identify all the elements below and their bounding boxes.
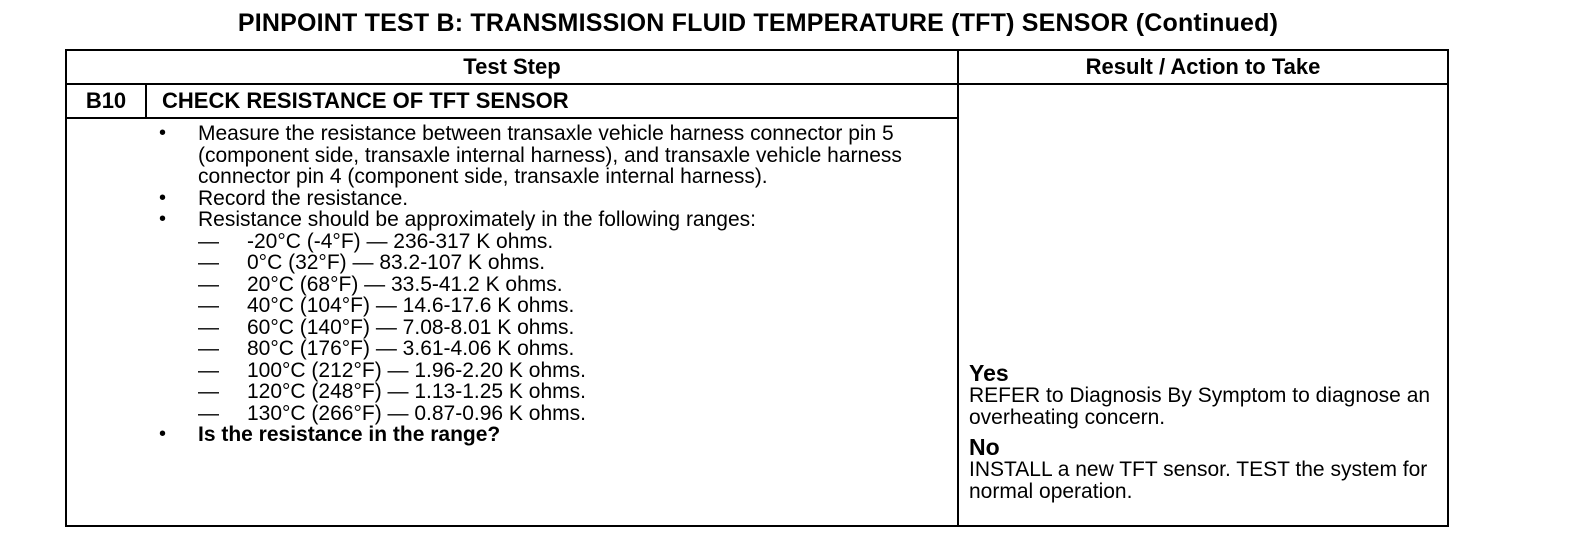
resistance-range-item — [67, 317, 957, 339]
instruction-bullet — [67, 188, 957, 210]
bullet-dot-icon: • — [159, 423, 167, 445]
dash-icon: — — [198, 337, 219, 360]
resistance-range-text: 40°C (104°F) — 14.6-17.6 K ohms. — [247, 294, 575, 317]
question-bullet — [67, 424, 957, 446]
step-title: CHECK RESISTANCE OF TFT SENSOR — [162, 88, 569, 113]
resistance-range-item — [67, 403, 957, 425]
step-row — [67, 85, 957, 119]
dash-icon: — — [198, 294, 219, 317]
no-action-text: INSTALL a new TFT sensor. TEST the system for normal operation. — [969, 458, 1428, 503]
bullet-dot-icon: • — [159, 122, 167, 144]
resistance-range-text: -20°C (-4°F) — 236-317 K ohms. — [247, 229, 554, 253]
step-instructions — [67, 123, 957, 446]
resistance-range-item — [67, 274, 957, 296]
dash-icon: — — [198, 272, 219, 296]
resistance-range-text: 0°C (32°F) — 83.2-107 K ohms. — [247, 251, 546, 274]
no-label: No — [969, 434, 1000, 460]
step-id: B10 — [67, 85, 147, 117]
resistance-range-text: 20°C (68°F) — 33.5-41.2 K ohms. — [247, 272, 563, 296]
pinpoint-test-table — [65, 49, 1449, 527]
dash-icon: — — [198, 229, 219, 253]
resistance-range-item — [67, 360, 957, 382]
instruction-bullet — [67, 209, 957, 231]
resistance-range-item — [67, 381, 957, 403]
resistance-range-item — [67, 295, 957, 317]
dash-icon: — — [198, 358, 219, 382]
resistance-range-item — [67, 252, 957, 274]
yes-label: Yes — [969, 360, 1009, 386]
resistance-range-text: 120°C (248°F) — 1.13-1.25 K ohms. — [247, 380, 586, 403]
header-result-action: Result / Action to Take — [1085, 54, 1321, 79]
instruction-text: Record the resistance. — [198, 186, 409, 210]
bullet-dot-icon: • — [159, 186, 167, 209]
dash-icon: — — [198, 401, 219, 425]
resistance-range-text: 60°C (140°F) — 7.08-8.01 K ohms. — [247, 315, 575, 339]
resistance-range-text: 130°C (266°F) — 0.87-0.96 K ohms. — [247, 401, 586, 425]
header-test-step: Test Step — [463, 54, 561, 79]
dash-icon: — — [198, 251, 219, 274]
result-action-panel — [969, 361, 1439, 509]
dash-icon: — — [198, 315, 219, 339]
yes-action-text: REFER to Diagnosis By Symptom to diagnose an overheating concern. — [969, 384, 1431, 429]
page-title: PINPOINT TEST B: TRANSMISSION FLUID TEMPERATURE (TFT) SENSOR (Continued) — [237, 9, 1279, 37]
instruction-bullet — [67, 123, 957, 188]
resistance-range-text: 100°C (212°F) — 1.96-2.20 K ohms. — [247, 358, 586, 382]
question-text: Is the resistance in the range? — [198, 423, 501, 446]
column-divider — [957, 51, 959, 525]
instruction-text: Measure the resistance between transaxle vehicle harness connector pin 5 (component side, transaxle internal harness), and transaxle vehicle harness connector pin 4 (component side, transaxle internal harness). — [198, 122, 902, 188]
bullet-dot-icon: • — [159, 208, 167, 230]
resistance-range-item — [67, 338, 957, 360]
instruction-text: Resistance should be approximately in the following ranges: — [198, 208, 756, 231]
resistance-range-text: 80°C (176°F) — 3.61-4.06 K ohms. — [247, 337, 575, 360]
resistance-range-item — [67, 231, 957, 253]
dash-icon: — — [198, 380, 219, 403]
table-header-row — [67, 51, 1447, 85]
